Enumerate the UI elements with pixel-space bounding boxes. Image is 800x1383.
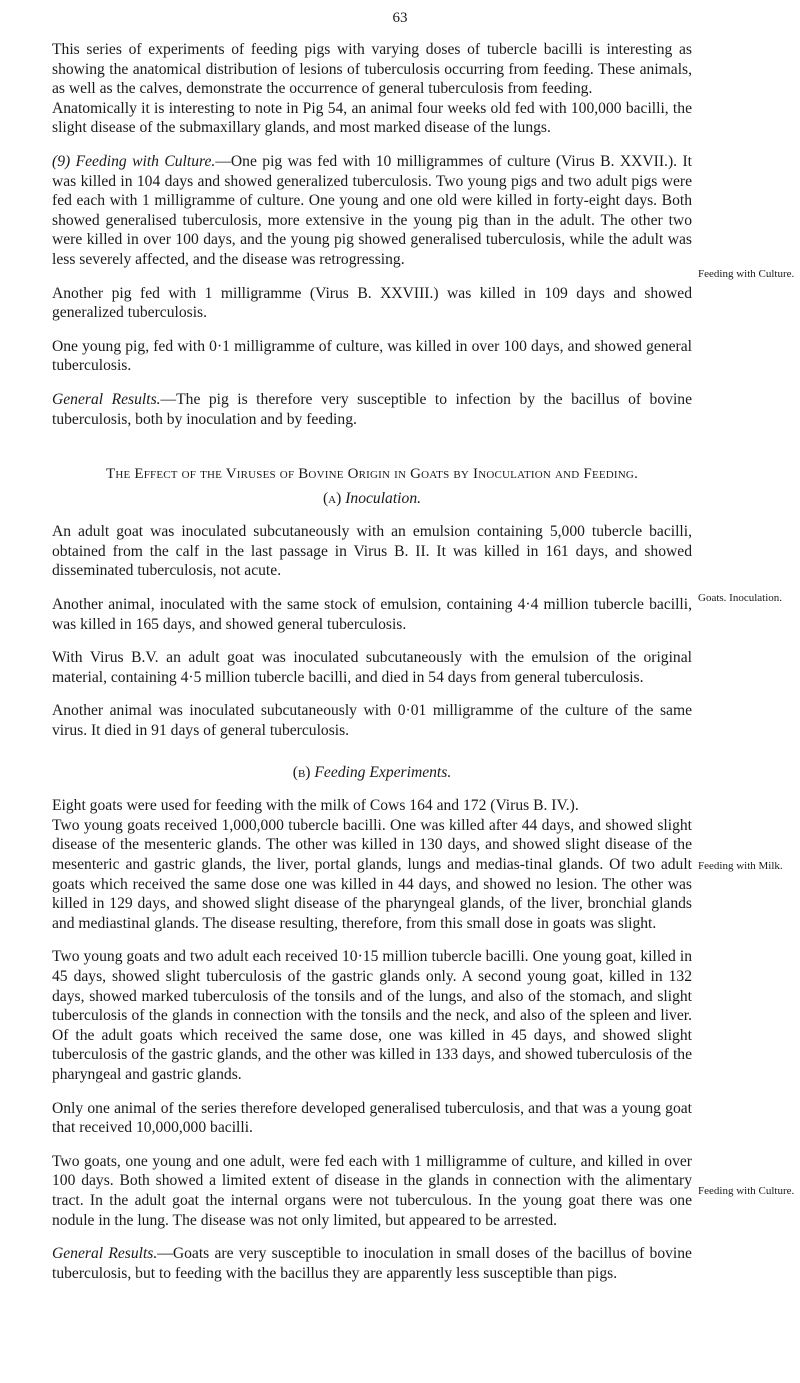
subheading-feeding-title: Feeding Experiments. <box>314 763 452 781</box>
paragraph-ten-million: Two young goats and two adult each received 10·15 million tubercle bacilli. One young goat, killed in 45 days, showed slight tuberculosis of the gastric glands only. A second young goat, killed in 132 days, showed marked tuberculosis of the tonsils and of the lungs, and also of the stomach, and slight tuberculosis of the glands in connection with the tonsils and the neck, and also of the spleen and liver. Of the adult goats which received the same dose, one was killed in 45 days, and showed slight tuberculosis of the gastric glands, and the other was killed in 133 days, and showed tuberculosis of the pharyngeal and gastric glands. <box>52 948 692 1083</box>
main-text-column <box>52 40 692 1283</box>
paragraph-only-one-animal: Only one animal of the series therefore developed generalised tuberculosis, and that was a young goat that received 10,000,000 bacilli. <box>52 1099 692 1137</box>
paragraph-another-pig: Another pig fed with 1 milligramme (Virus B. XXVIII.) was killed in 109 days and showed generalized tuberculosis. <box>52 284 692 322</box>
subheading-inoculation <box>52 489 692 509</box>
margin-note-feeding-milk: Feeding with Milk. <box>698 860 783 872</box>
page-number: 63 <box>392 10 408 26</box>
paragraph-eight-goats: Eight goats were used for feeding with the milk of Cows 164 and 172 (Virus B. IV.). <box>52 797 579 815</box>
section-lead-general-results-goats: General Results. <box>52 1245 158 1263</box>
paragraph-feeding-culture <box>52 152 692 270</box>
paragraph-adult-goat: An adult goat was inoculated subcutaneously with an emulsion containing 5,000 tubercle bacilli, obtained from the calf in the last passage in Virus B. II. It was killed in 161 days, and showed disseminated tuberculosis, not acute. <box>52 523 692 580</box>
paragraph-intro: This series of experiments of feeding pigs with varying doses of tubercle bacilli is interesting as showing the anatomical distribution of lesions of tuberculosis occurring from feeding. These animals, as well as the calves, demonstrate the occurrence of general tuberculosis from feeding. <box>52 41 692 98</box>
margin-note-feeding-culture: Feeding with Culture. <box>698 268 795 280</box>
section-lead-general-results: General Results. <box>52 390 161 408</box>
paragraph-culture-inoculation: Another animal was inoculated subcutaneously with 0·01 milligramme of the culture of the same virus. It died in 91 days of general tuberculosis. <box>52 702 692 740</box>
paragraph-another-animal: Another animal, inoculated with the same stock of emulsion, containing 4·4 million tubercle bacilli, was killed in 165 days, and showed general tuberculosis. <box>52 596 692 633</box>
subheading-feeding-experiments <box>52 763 692 783</box>
paragraph-young-pig: One young pig, fed with 0·1 milligramme of culture, was killed in over 100 days, and showed general tuberculosis. <box>52 337 692 375</box>
paragraph-young-goats-million: Two young goats received 1,000,000 tubercle bacilli. One was killed after 44 days, and showed slight disease of the mesenteric glands. The other was killed in 130 days, and showed slight disease of the mesenteric and gastric glands, the liver, portal glands, lungs and medias-tinal glands. Of two adult goats which received the same dose one was killed in 44 days, and showed no lesion. The other was killed in 129 days, and showed slight disease of the pharyngeal glands, of the liver, bronchial glands and mediastinal glands. The disease resulting, therefore, from this small dose in goats was slight. <box>52 816 692 932</box>
paragraph-virus-bv: With Virus B.V. an adult goat was inoculated subcutaneously with the emulsion of the original material, containing 4·5 million tubercle bacilli, and died in 54 days from general tuberculosis. <box>52 649 692 686</box>
paragraph-general-results-goats-text: —Goats are very susceptible to inoculation in small doses of the bacillus of bovine tuberculosis, but to feeding with the bacillus they are apparently less susceptible than pigs. <box>52 1245 692 1282</box>
paragraph-feeding-culture-text: —One pig was fed with 10 milligrammes of culture (Virus B. XXVII.). It was killed in 104 days and showed generalized tuberculosis. Two young pigs and two adult pigs were fed each with 1 milligramme of culture. One young and one old were killed in forty-eight days. Both showed generalised tuberculosis, more extensive in the young pig than in the adult. The other two were killed in over 100 days, and the young pig showed generalised tuberculosis, while the adult was less severely affected, and the disease was retrogressing. <box>52 152 692 268</box>
margin-note-goats-inoculation: Goats. Inoculation. <box>698 592 783 604</box>
subheading-inoculation-label: (a) <box>322 489 342 507</box>
paragraph-general-results-pigs <box>52 390 692 429</box>
paragraph-general-results-goats <box>52 1244 692 1283</box>
paragraph-two-goats-culture: Two goats, one young and one adult, were fed each with 1 milligramme of culture, and killed in over 100 days. Both showed a limited extent of disease in the glands in connection with the alimentary tract. In the adult goat the internal organs were not tuberculous. In the young goat there was one nodule in the lung. The disease was not only limited, but appeared to be arrested. <box>52 1152 692 1229</box>
margin-note-feeding-culture-goats: Feeding with Culture. <box>698 1185 795 1197</box>
subheading-inoculation-title: Inoculation. <box>345 489 422 507</box>
subheading-feeding-label: (b) <box>292 763 311 781</box>
paragraph-general-results-pigs-text: —The pig is therefore very susceptible to infection by the bacillus of bovine tuberculosis, both by inoculation and by feeding. <box>52 390 692 428</box>
section-lead-feeding-culture: (9) Feeding with Culture. <box>52 152 216 170</box>
paragraph-anatomy: Anatomically it is interesting to note in Pig 54, an animal four weeks old fed with 100,000 bacilli, the slight disease of the submaxillary glands, and most marked disease of the lungs. <box>52 99 692 137</box>
section-heading-goats: The Effect of the Viruses of Bovine Origin in Goats by Inoculation and Feeding. <box>105 466 639 483</box>
